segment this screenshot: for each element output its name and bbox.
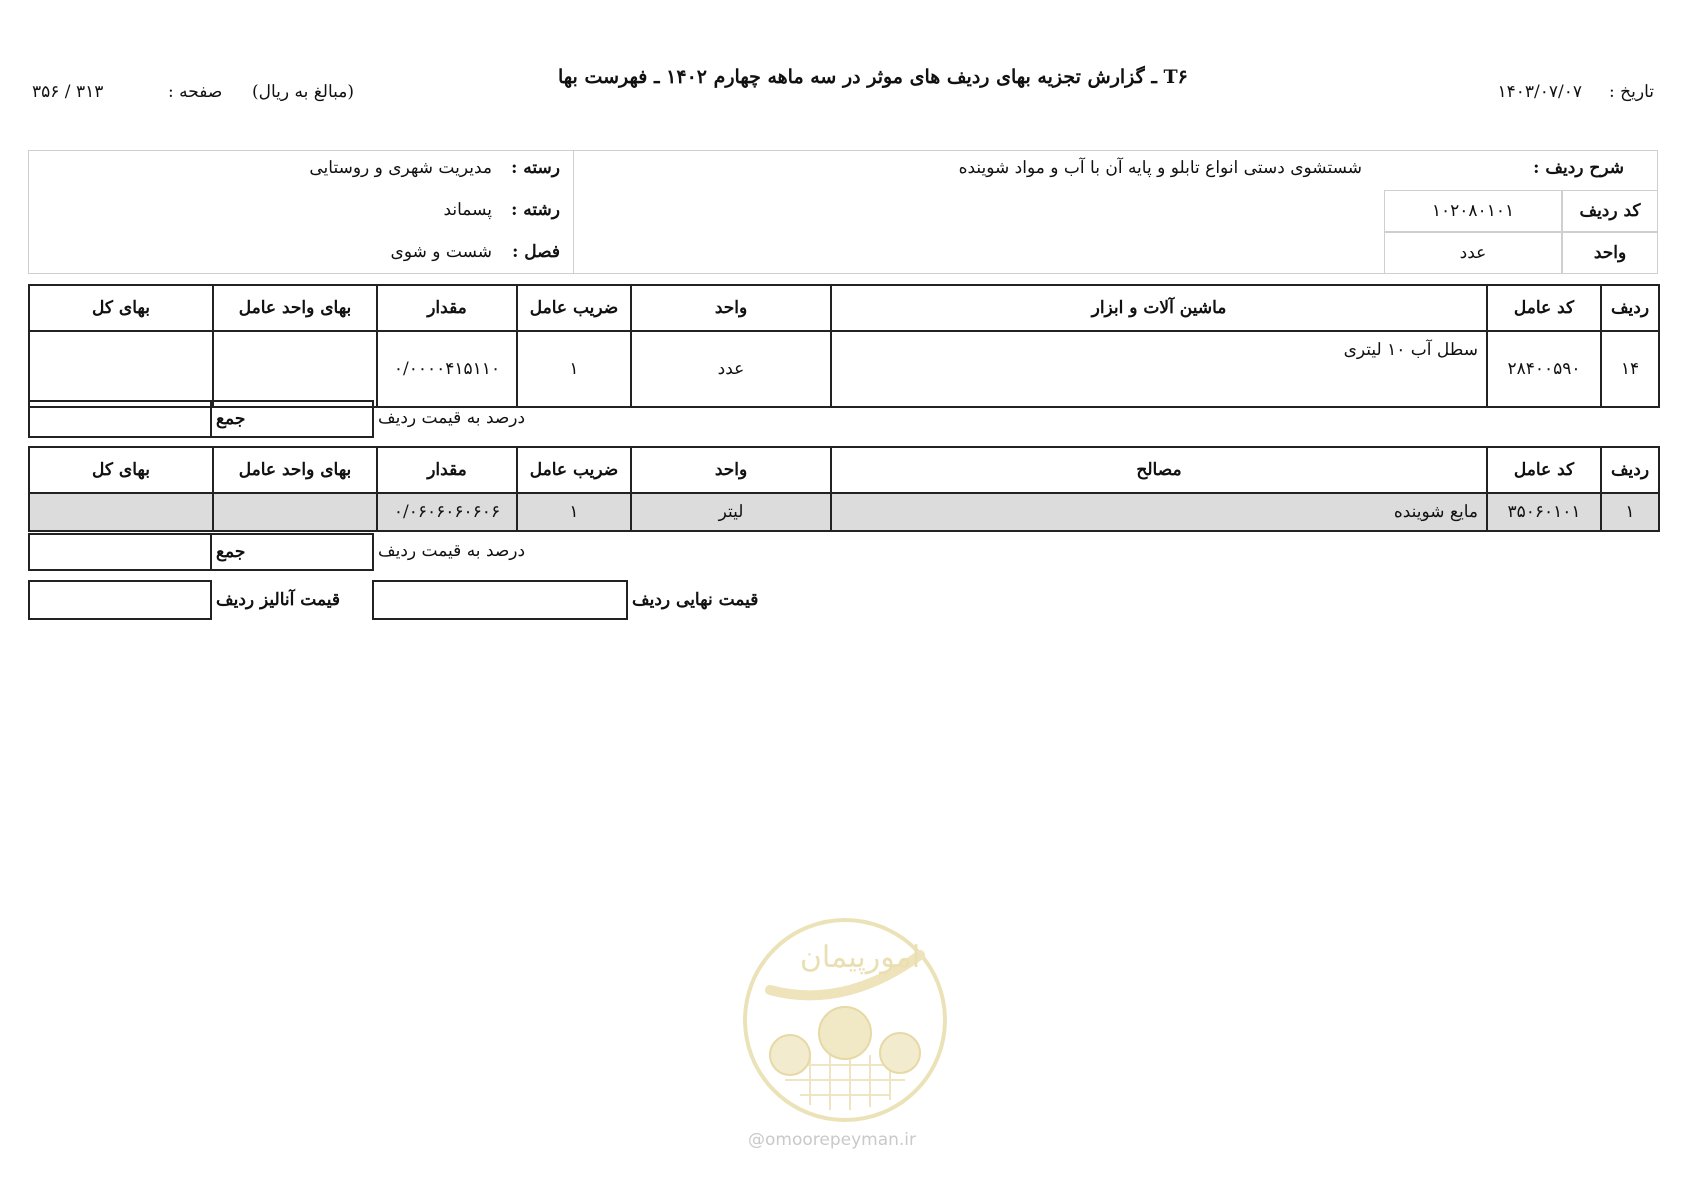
unit-label: واحد: [1593, 243, 1627, 263]
col-unit: واحد: [631, 285, 831, 331]
table-row: [29, 331, 1659, 407]
machinery-sum-box: [210, 400, 374, 438]
factor-total-price: [29, 331, 213, 407]
chapter-label: فصل :: [512, 242, 560, 262]
row-number: ۱: [1601, 493, 1659, 531]
page-label: صفحه :: [168, 82, 223, 102]
description-value: شستشوی دستی انواع تابلو و پایه آن با آب و مواد شوینده: [958, 158, 1362, 178]
row-code-value-cell: [1384, 190, 1562, 232]
analysis-price-label: قیمت آنالیز ردیف: [216, 590, 341, 610]
category-label: رسته :: [511, 158, 560, 178]
unit-value: عدد: [1459, 243, 1487, 263]
materials-percent-label: درصد به قیمت ردیف: [378, 541, 526, 561]
materials-sum-box: [210, 533, 374, 571]
factor-name: سطل آب ۱۰ لیتری: [831, 331, 1487, 407]
machinery-sum-label: جمع: [216, 409, 246, 429]
factor-name: مایع شوینده: [831, 493, 1487, 531]
date-value: ۱۴۰۳/۰۷/۰۷: [1497, 82, 1582, 102]
col-name: ماشین آلات و ابزار: [831, 285, 1487, 331]
factor-coefficient: ۱: [517, 331, 631, 407]
factor-unit: لیتر: [631, 493, 831, 531]
col-unit-price: بهای واحد عامل: [213, 285, 377, 331]
row-code-label-cell: [1562, 190, 1658, 232]
col-total: بهای کل: [29, 285, 213, 331]
unit-value-cell: [1384, 232, 1562, 274]
chapter-value: شست و شوی: [390, 242, 492, 262]
machinery-header-row: [29, 285, 1659, 331]
col-qty: مقدار: [377, 447, 517, 493]
col-unit: واحد: [631, 447, 831, 493]
unit-label-cell: [1562, 232, 1658, 274]
materials-table: [28, 446, 1660, 532]
factor-total-price: [29, 493, 213, 531]
materials-header-row: [29, 447, 1659, 493]
machinery-table: [28, 284, 1660, 408]
factor-code: ۲۸۴۰۰۵۹۰: [1487, 331, 1601, 407]
col-name: مصالح: [831, 447, 1487, 493]
final-price-label: قیمت نهایی ردیف: [632, 590, 759, 610]
row-number: ۱۴: [1601, 331, 1659, 407]
col-row: ردیف: [1601, 447, 1659, 493]
col-code: کد عامل: [1487, 285, 1601, 331]
materials-sum-label: جمع: [216, 542, 246, 562]
col-row: ردیف: [1601, 285, 1659, 331]
final-price-box: [372, 580, 628, 620]
table-row: [29, 493, 1659, 531]
factor-code: ۳۵۰۶۰۱۰۱: [1487, 493, 1601, 531]
machinery-percent-label: درصد به قیمت ردیف: [378, 408, 526, 428]
factor-unit: عدد: [631, 331, 831, 407]
factor-quantity: ۰/۰۶۰۶۰۶۰۶۰۶: [377, 493, 517, 531]
col-unit-price: بهای واحد عامل: [213, 447, 377, 493]
description-label: شرح ردیف :: [1533, 158, 1624, 178]
factor-unit-price: [213, 331, 377, 407]
factor-coefficient: ۱: [517, 493, 631, 531]
page-number: ۳۱۳ / ۳۵۶: [32, 82, 104, 102]
info-divider: [573, 151, 574, 273]
seal-logo-icon: [740, 915, 950, 1125]
row-code-value: ۱۰۲۰۸۰۱۰۱: [1431, 201, 1515, 221]
machinery-total-box: [28, 400, 212, 438]
materials-total-box: [28, 533, 212, 571]
col-total: بهای کل: [29, 447, 213, 493]
col-factor: ضریب عامل: [517, 285, 631, 331]
watermark-logo-text: امورپیمان: [799, 940, 921, 975]
col-code: کد عامل: [1487, 447, 1601, 493]
currency-note: (مبالغ به ریال): [252, 82, 355, 102]
factor-quantity: ۰/۰۰۰۰۴۱۵۱۱۰: [377, 331, 517, 407]
col-qty: مقدار: [377, 285, 517, 331]
date-label: تاریخ :: [1609, 82, 1654, 102]
category-value: مدیریت شهری و روستایی: [309, 158, 492, 178]
field-label: رشته :: [511, 200, 560, 220]
field-value: پسماند: [443, 200, 492, 220]
analysis-price-box: [28, 580, 212, 620]
factor-unit-price: [213, 493, 377, 531]
page-title: T۶ ـ گزارش تجزیه بهای ردیف های موثر در سه ماهه چهارم ۱۴۰۲ ـ فهرست بها: [558, 66, 1188, 88]
watermark-site: @omoorepeyman.ir: [748, 1130, 917, 1150]
col-factor: ضریب عامل: [517, 447, 631, 493]
row-code-label: کد ردیف: [1579, 201, 1641, 221]
